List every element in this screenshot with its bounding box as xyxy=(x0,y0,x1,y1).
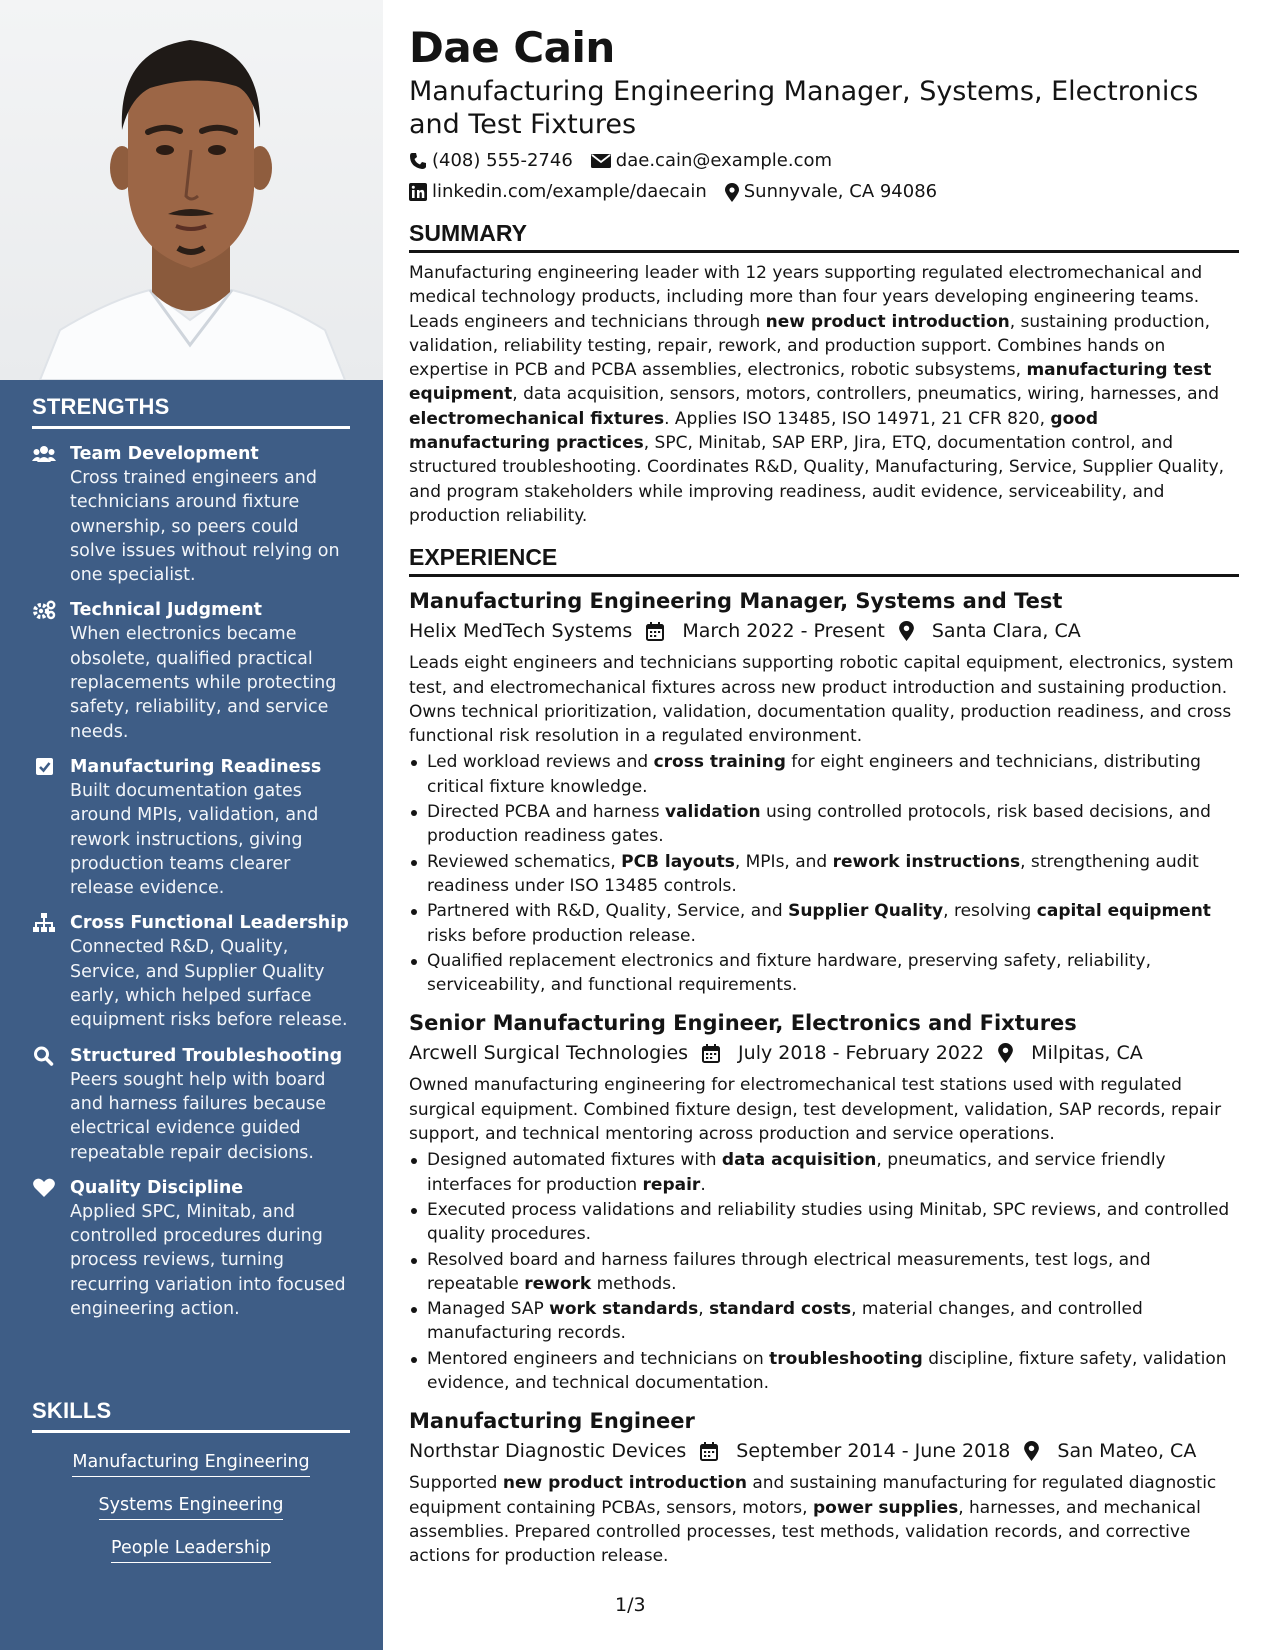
heart-icon xyxy=(32,1178,56,1200)
job-entry xyxy=(409,1009,1239,1395)
bold-term: good manufacturing practices xyxy=(409,408,1099,454)
headline: Manufacturing Engineering Manager, Systems, Electronics and Test Fixtures xyxy=(409,76,1199,140)
bold-term: new product introduction xyxy=(765,311,1010,332)
bold-term: manufacturing test equipment xyxy=(409,360,1212,405)
strength-description: Cross trained engineers and technicians around fixture ownership, so peers could solve issues without relying on one specialist. xyxy=(70,468,340,586)
location-text: Sunnyvale, CA 94086 xyxy=(743,181,938,202)
achievement-item: Resolved board and harness failures through electrical measurements, test logs, and repeatable rework methods. xyxy=(409,1248,1239,1297)
strengths-section xyxy=(32,394,350,1321)
bold-term: validation xyxy=(665,802,761,823)
skills-section xyxy=(32,1398,350,1563)
bold-term: data acquisition xyxy=(721,1150,877,1171)
bold-term: capital equipment xyxy=(1036,901,1211,922)
location-contact xyxy=(725,180,937,204)
strength-title: Cross Functional Leadership xyxy=(70,913,349,934)
job-meta xyxy=(409,1438,1239,1464)
profile-photo xyxy=(0,0,383,380)
bold-term: electromechanical fixtures xyxy=(409,408,665,429)
bold-term: cross training xyxy=(653,752,786,773)
strength-item xyxy=(32,442,350,587)
company-name: Helix MedTech Systems xyxy=(409,620,633,643)
bold-term: repair xyxy=(642,1174,701,1195)
strength-description: Applied SPC, Minitab, and controlled procedures during process reviews, turning recurring variation into focused engineering action. xyxy=(70,1201,346,1320)
strength-title: Manufacturing Readiness xyxy=(70,756,322,777)
summary-text: Manufacturing engineering leader with 12 years supporting regulated electromechanical and medical technology products, including more than four years developing engineering teams. Leads engineers and technicians through new product introduction, sustaining production, validation, reliability testing, repair, rework, and production support. Combines hands on expertise in PCB and PCBA assemblies, electronics, robotic subsystems, manufacturing test equipment, data acquisition, sensors, motors, controllers, pneumatics, wiring, harnesses, and electromechanical fixtures. Applies ISO 13485, ISO 14971, 21 CFR 820, good manufacturing practices, SPC, Minitab, SAP ERP, Jira, ETQ, documentation control, and structured troubleshooting. Coordinates R&D, Quality, Manufacturing, Service, Supplier Quality, and program stakeholders while improving readiness, audit evidence, serviceability, and production reliability. xyxy=(409,263,1225,526)
calendar-icon xyxy=(646,622,673,641)
job-entry xyxy=(409,587,1239,997)
search-icon xyxy=(32,1046,56,1068)
job-description: Supported new product introduction and sustaining manufacturing for regulated diagnostic equipment containing PCBAs, sensors, motors, power supplies, harnesses, and mechanical assemblies. Prepared controlled processes, test methods, validation records, and corrective actions for production release. xyxy=(409,1473,1217,1567)
strength-title: Team Development xyxy=(70,444,259,464)
achievement-item: Mentored engineers and technicians on troubleshooting discipline, fixture safety, validation evidence, and technical documentation. xyxy=(409,1347,1239,1396)
achievement-item: Qualified replacement electronics and fixture hardware, preserving safety, reliability, serviceability, and functional requirements. xyxy=(409,949,1239,998)
job-dates: March 2022 - Present xyxy=(646,618,885,644)
experience-heading: EXPERIENCE xyxy=(409,543,1239,577)
achievement-item: Directed PCBA and harness validation using controlled protocols, risk based decisions, and production readiness gates. xyxy=(409,800,1239,849)
job-meta xyxy=(409,1040,1239,1066)
strength-item xyxy=(32,1044,350,1165)
bold-term: power supplies xyxy=(812,1497,959,1518)
strength-description: When electronics became obsolete, qualified practical replacements while protecting safety, reliability, and service needs. xyxy=(70,624,337,742)
org-chart-icon xyxy=(32,913,56,935)
strength-description: Built documentation gates around MPIs, validation, and rework instructions, giving production teams clearer release evidence. xyxy=(70,780,319,899)
achievement-list xyxy=(409,1148,1239,1395)
bold-term: rework xyxy=(524,1273,592,1294)
strength-item xyxy=(32,1176,350,1321)
experience-list xyxy=(409,587,1239,1568)
achievement-item: Managed SAP work standards, standard costs, material changes, and controlled manufacturing records. xyxy=(409,1297,1239,1346)
company-name: Northstar Diagnostic Devices xyxy=(409,1440,687,1463)
achievement-item: Designed automated fixtures with data acquisition, pneumatics, and service friendly interfaces for production repair. xyxy=(409,1148,1239,1197)
achievement-item: Partnered with R&D, Quality, Service, and Supplier Quality, resolving capital equipment risks before production release. xyxy=(409,899,1239,948)
map-pin-icon xyxy=(1024,1441,1048,1461)
summary-heading: SUMMARY xyxy=(409,219,1239,253)
map-pin-icon xyxy=(899,621,923,641)
sidebar xyxy=(0,0,383,1650)
bold-term: Supplier Quality xyxy=(788,901,944,922)
achievement-list xyxy=(409,750,1239,997)
job-description: Leads eight engineers and technicians supporting robotic capital equipment, electronics, system test, and electromechanical fixtures across new product introduction and sustaining production. Owns technical prioritization, validation, documentation quality, production readiness, and cross functional risk resolution in a regulated environment. xyxy=(409,653,1234,747)
job-description: Owned manufacturing engineering for electromechanical test stations used with regulated surgical equipment. Combined fixture design, test development, validation, SAP records, repair support, and technical mentoring across production and service operations. xyxy=(409,1075,1222,1145)
skill-item: Manufacturing Engineering xyxy=(72,1450,309,1477)
job-location: Santa Clara, CA xyxy=(899,618,1081,644)
map-pin-icon xyxy=(725,183,739,202)
linkedin-contact[interactable] xyxy=(409,180,707,204)
job-title: Manufacturing Engineering Manager, Systems and Test xyxy=(409,589,1063,614)
job-title: Senior Manufacturing Engineer, Electronics and Fixtures xyxy=(409,1011,1077,1036)
calendar-icon xyxy=(700,1442,727,1461)
strength-item xyxy=(32,598,350,743)
strength-title: Technical Judgment xyxy=(70,600,262,621)
phone-number: (408) 555-2746 xyxy=(432,150,573,171)
job-dates: July 2018 - February 2022 xyxy=(702,1040,984,1066)
bold-term: PCB layouts xyxy=(621,851,735,872)
company-name: Arcwell Surgical Technologies xyxy=(409,1042,689,1065)
strength-description: Connected R&D, Quality, Service, and Supplier Quality early, which helped surface equipment risks before release. xyxy=(70,937,348,1031)
contact-row xyxy=(409,180,1239,204)
skills-heading: SKILLS xyxy=(32,1398,350,1433)
map-pin-icon xyxy=(998,1043,1022,1063)
gears-icon xyxy=(32,600,56,622)
strength-title: Quality Discipline xyxy=(70,1177,244,1198)
job-meta xyxy=(409,618,1239,644)
bold-term: new product introduction xyxy=(502,1473,747,1494)
strengths-heading: STRENGTHS xyxy=(32,394,350,429)
main-content xyxy=(409,22,1239,1568)
job-title: Manufacturing Engineer xyxy=(409,1409,695,1434)
users-icon xyxy=(32,444,56,466)
calendar-icon xyxy=(702,1044,729,1063)
linkedin-icon xyxy=(409,183,427,201)
job-location: San Mateo, CA xyxy=(1024,1438,1196,1464)
achievement-item: Led workload reviews and cross training for eight engineers and technicians, distributing critical fixture knowledge. xyxy=(409,750,1239,799)
candidate-name: Dae Cain xyxy=(409,23,615,72)
phone-contact xyxy=(409,149,573,173)
contact-row xyxy=(409,149,1239,173)
checkbox-icon xyxy=(32,757,56,779)
achievement-item: Executed process validations and reliability studies using Minitab, SPC reviews, and controlled quality procedures. xyxy=(409,1198,1239,1247)
strength-description: Peers sought help with board and harness failures because electrical evidence guided repeatable repair decisions. xyxy=(70,1069,326,1163)
strength-item xyxy=(32,911,350,1032)
bold-term: rework instructions xyxy=(832,851,1021,872)
page-number: 1/3 xyxy=(615,1594,646,1616)
strength-title: Structured Troubleshooting xyxy=(70,1045,343,1066)
bold-term: standard costs xyxy=(709,1299,852,1320)
job-dates: September 2014 - June 2018 xyxy=(700,1438,1010,1464)
linkedin-url[interactable]: linkedin.com/example/daecain xyxy=(432,181,707,202)
phone-icon xyxy=(409,152,427,170)
email-contact[interactable] xyxy=(591,149,832,173)
bold-term: work standards xyxy=(549,1299,699,1320)
envelope-icon xyxy=(591,153,611,169)
job-location: Milpitas, CA xyxy=(998,1040,1143,1066)
bold-term: troubleshooting xyxy=(769,1348,923,1369)
achievement-item: Reviewed schematics, PCB layouts, MPIs, and rework instructions, strengthening audit readiness under ISO 13485 controls. xyxy=(409,850,1239,899)
strength-item xyxy=(32,755,350,900)
skill-item: Systems Engineering xyxy=(99,1493,284,1520)
job-entry xyxy=(409,1407,1239,1568)
email-address[interactable]: dae.cain@example.com xyxy=(615,150,833,171)
skill-item: People Leadership xyxy=(111,1536,271,1563)
